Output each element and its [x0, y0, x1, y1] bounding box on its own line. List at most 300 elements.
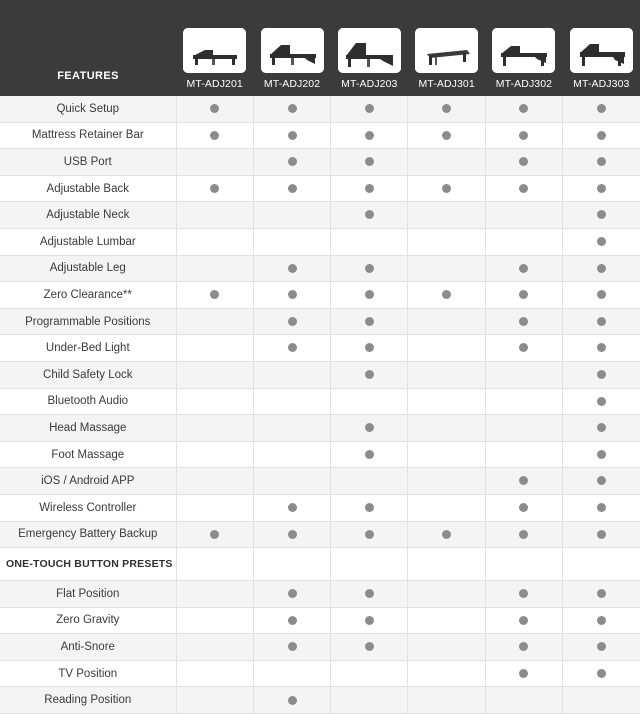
feature-availability-cell: [408, 388, 485, 415]
feature-availability-cell: [176, 660, 253, 687]
feature-availability-cell: [253, 494, 330, 521]
included-dot-icon: [365, 343, 374, 352]
bed-frame-icon: [261, 28, 324, 73]
feature-availability-cell: [408, 687, 485, 714]
not-included-placeholder: [442, 669, 451, 678]
included-dot-icon: [288, 131, 297, 140]
included-dot-icon: [519, 476, 528, 485]
feature-name-cell: iOS / Android APP: [0, 468, 176, 495]
feature-availability-cell: [253, 308, 330, 335]
not-included-placeholder: [210, 370, 219, 379]
not-included-placeholder: [210, 423, 219, 432]
table-row: [0, 228, 640, 255]
table-header: [0, 0, 640, 96]
not-included-placeholder: [519, 450, 528, 459]
feature-availability-cell: [408, 607, 485, 634]
included-dot-icon: [442, 131, 451, 140]
table-row: [0, 308, 640, 335]
feature-availability-cell: [253, 415, 330, 442]
included-dot-icon: [519, 530, 528, 539]
included-dot-icon: [288, 317, 297, 326]
included-dot-icon: [365, 210, 374, 219]
feature-availability-cell: [563, 441, 640, 468]
included-dot-icon: [210, 530, 219, 539]
feature-availability-cell: [485, 202, 562, 229]
feature-availability-cell: [485, 149, 562, 176]
feature-availability-cell: [331, 175, 408, 202]
feature-availability-cell: [331, 581, 408, 608]
not-included-placeholder: [210, 157, 219, 166]
included-dot-icon: [519, 290, 528, 299]
included-dot-icon: [442, 290, 451, 299]
feature-availability-cell: [331, 660, 408, 687]
feature-name-cell: Adjustable Lumbar: [0, 228, 176, 255]
included-dot-icon: [597, 370, 606, 379]
included-dot-icon: [365, 290, 374, 299]
included-dot-icon: [597, 589, 606, 598]
feature-availability-cell: [176, 149, 253, 176]
not-included-placeholder: [365, 669, 374, 678]
not-included-placeholder: [210, 317, 219, 326]
included-dot-icon: [365, 317, 374, 326]
feature-availability-cell: [408, 228, 485, 255]
not-included-placeholder: [519, 237, 528, 246]
included-dot-icon: [365, 131, 374, 140]
included-dot-icon: [288, 104, 297, 113]
model-label: MT-ADJ202: [263, 78, 321, 90]
feature-availability-cell: [408, 468, 485, 495]
not-included-placeholder: [442, 370, 451, 379]
feature-availability-cell: [253, 521, 330, 548]
feature-availability-cell: [253, 202, 330, 229]
feature-availability-cell: [331, 282, 408, 309]
feature-availability-cell: [331, 441, 408, 468]
included-dot-icon: [288, 343, 297, 352]
feature-availability-cell: [485, 361, 562, 388]
feature-availability-cell: [563, 122, 640, 149]
feature-availability-cell: [408, 660, 485, 687]
included-dot-icon: [519, 589, 528, 598]
feature-name-cell: Adjustable Back: [0, 175, 176, 202]
feature-availability-cell: [176, 468, 253, 495]
feature-name-cell: Quick Setup: [0, 96, 176, 122]
feature-availability-cell: [485, 607, 562, 634]
feature-availability-cell: [485, 494, 562, 521]
feature-availability-cell: [485, 468, 562, 495]
feature-availability-cell: [253, 175, 330, 202]
included-dot-icon: [519, 184, 528, 193]
feature-availability-cell: [563, 468, 640, 495]
section-header-row: [0, 548, 640, 581]
not-included-placeholder: [519, 696, 528, 705]
feature-availability-cell: [485, 388, 562, 415]
included-dot-icon: [210, 290, 219, 299]
included-dot-icon: [288, 696, 297, 705]
section-spacer-cell: [485, 548, 562, 581]
not-included-placeholder: [210, 237, 219, 246]
not-included-placeholder: [442, 343, 451, 352]
feature-availability-cell: [563, 175, 640, 202]
model-column-header-3: [331, 0, 408, 96]
not-included-placeholder: [288, 397, 297, 406]
table-row: [0, 687, 640, 714]
table-row: [0, 441, 640, 468]
feature-availability-cell: [253, 634, 330, 661]
included-dot-icon: [597, 530, 606, 539]
feature-availability-cell: [253, 388, 330, 415]
bed-frame-icon: [338, 28, 401, 73]
not-included-placeholder: [442, 264, 451, 273]
section-spacer-cell: [408, 548, 485, 581]
included-dot-icon: [365, 503, 374, 512]
feature-availability-cell: [176, 361, 253, 388]
table-row: [0, 149, 640, 176]
not-included-placeholder: [442, 210, 451, 219]
feature-name-cell: Programmable Positions: [0, 308, 176, 335]
feature-availability-cell: [176, 202, 253, 229]
not-included-placeholder: [288, 370, 297, 379]
included-dot-icon: [519, 642, 528, 651]
feature-availability-cell: [331, 335, 408, 362]
included-dot-icon: [210, 184, 219, 193]
not-included-placeholder: [519, 210, 528, 219]
not-included-placeholder: [210, 264, 219, 273]
section-spacer-cell: [331, 548, 408, 581]
not-included-placeholder: [210, 450, 219, 459]
included-dot-icon: [365, 104, 374, 113]
not-included-placeholder: [210, 696, 219, 705]
feature-name-cell: Emergency Battery Backup: [0, 521, 176, 548]
included-dot-icon: [597, 157, 606, 166]
feature-name-cell: Adjustable Neck: [0, 202, 176, 229]
feature-availability-cell: [253, 607, 330, 634]
included-dot-icon: [210, 104, 219, 113]
included-dot-icon: [597, 397, 606, 406]
not-included-placeholder: [442, 589, 451, 598]
table-row: [0, 175, 640, 202]
table-row: [0, 202, 640, 229]
included-dot-icon: [365, 423, 374, 432]
features-column-header: FEATURES: [0, 0, 176, 96]
table-row: [0, 282, 640, 309]
table-row: [0, 96, 640, 122]
included-dot-icon: [597, 616, 606, 625]
not-included-placeholder: [288, 450, 297, 459]
not-included-placeholder: [210, 503, 219, 512]
bed-frame-icon: [415, 28, 478, 73]
feature-availability-cell: [563, 607, 640, 634]
section-spacer-cell: [563, 548, 640, 581]
feature-availability-cell: [408, 308, 485, 335]
included-dot-icon: [597, 423, 606, 432]
included-dot-icon: [519, 264, 528, 273]
feature-name-cell: Zero Clearance**: [0, 282, 176, 309]
not-included-placeholder: [365, 237, 374, 246]
feature-availability-cell: [408, 255, 485, 282]
feature-availability-cell: [563, 521, 640, 548]
not-included-placeholder: [442, 616, 451, 625]
included-dot-icon: [288, 184, 297, 193]
feature-availability-cell: [176, 415, 253, 442]
model-column-header-2: [253, 0, 330, 96]
not-included-placeholder: [442, 696, 451, 705]
feature-availability-cell: [563, 361, 640, 388]
included-dot-icon: [288, 616, 297, 625]
model-label: MT-ADJ302: [495, 78, 553, 90]
not-included-placeholder: [288, 476, 297, 485]
feature-name-cell: Adjustable Leg: [0, 255, 176, 282]
not-included-placeholder: [210, 210, 219, 219]
included-dot-icon: [597, 450, 606, 459]
not-included-placeholder: [442, 450, 451, 459]
included-dot-icon: [519, 104, 528, 113]
feature-availability-cell: [485, 335, 562, 362]
model-label: MT-ADJ203: [341, 78, 398, 90]
feature-availability-cell: [563, 388, 640, 415]
feature-name-cell: USB Port: [0, 149, 176, 176]
feature-availability-cell: [253, 687, 330, 714]
included-dot-icon: [288, 589, 297, 598]
table-row: [0, 361, 640, 388]
included-dot-icon: [519, 669, 528, 678]
feature-availability-cell: [331, 122, 408, 149]
feature-availability-cell: [176, 388, 253, 415]
not-included-placeholder: [442, 317, 451, 326]
model-column-header-4: [408, 0, 485, 96]
feature-name-cell: Flat Position: [0, 581, 176, 608]
included-dot-icon: [210, 131, 219, 140]
not-included-placeholder: [210, 616, 219, 625]
not-included-placeholder: [442, 476, 451, 485]
model-column-header-6: [563, 0, 640, 96]
feature-availability-cell: [331, 521, 408, 548]
not-included-placeholder: [288, 210, 297, 219]
feature-availability-cell: [485, 687, 562, 714]
not-included-placeholder: [210, 589, 219, 598]
feature-availability-cell: [563, 149, 640, 176]
feature-availability-cell: [253, 581, 330, 608]
included-dot-icon: [365, 450, 374, 459]
table-row: [0, 660, 640, 687]
feature-availability-cell: [485, 282, 562, 309]
feature-availability-cell: [485, 255, 562, 282]
feature-availability-cell: [331, 202, 408, 229]
included-dot-icon: [288, 157, 297, 166]
table-row: [0, 581, 640, 608]
included-dot-icon: [597, 131, 606, 140]
feature-availability-cell: [253, 468, 330, 495]
included-dot-icon: [597, 210, 606, 219]
feature-availability-cell: [485, 660, 562, 687]
included-dot-icon: [288, 642, 297, 651]
included-dot-icon: [519, 343, 528, 352]
not-included-placeholder: [519, 370, 528, 379]
not-included-placeholder: [519, 397, 528, 406]
not-included-placeholder: [519, 423, 528, 432]
table-row: [0, 415, 640, 442]
feature-availability-cell: [485, 581, 562, 608]
included-dot-icon: [288, 530, 297, 539]
feature-availability-cell: [176, 441, 253, 468]
feature-availability-cell: [408, 122, 485, 149]
feature-availability-cell: [485, 521, 562, 548]
section-title: ONE-TOUCH BUTTON PRESETS: [0, 548, 176, 581]
feature-name-cell: Child Safety Lock: [0, 361, 176, 388]
feature-availability-cell: [485, 415, 562, 442]
feature-availability-cell: [563, 202, 640, 229]
feature-availability-cell: [176, 228, 253, 255]
feature-name-cell: Zero Gravity: [0, 607, 176, 634]
feature-availability-cell: [408, 149, 485, 176]
feature-availability-cell: [253, 228, 330, 255]
feature-availability-cell: [176, 255, 253, 282]
feature-availability-cell: [485, 441, 562, 468]
feature-availability-cell: [408, 415, 485, 442]
feature-availability-cell: [485, 96, 562, 122]
included-dot-icon: [597, 237, 606, 246]
included-dot-icon: [597, 503, 606, 512]
feature-availability-cell: [176, 494, 253, 521]
feature-availability-cell: [331, 308, 408, 335]
not-included-placeholder: [442, 237, 451, 246]
feature-availability-cell: [485, 175, 562, 202]
feature-availability-cell: [176, 308, 253, 335]
feature-availability-cell: [331, 149, 408, 176]
included-dot-icon: [365, 589, 374, 598]
feature-availability-cell: [408, 202, 485, 229]
feature-availability-cell: [176, 96, 253, 122]
included-dot-icon: [597, 476, 606, 485]
feature-name-cell: TV Position: [0, 660, 176, 687]
not-included-placeholder: [597, 696, 606, 705]
table-row: [0, 468, 640, 495]
not-included-placeholder: [288, 669, 297, 678]
table-row: [0, 122, 640, 149]
not-included-placeholder: [210, 343, 219, 352]
feature-availability-cell: [331, 607, 408, 634]
feature-availability-cell: [408, 634, 485, 661]
feature-name-cell: Bluetooth Audio: [0, 388, 176, 415]
feature-availability-cell: [563, 687, 640, 714]
feature-availability-cell: [408, 494, 485, 521]
not-included-placeholder: [365, 696, 374, 705]
feature-availability-cell: [176, 335, 253, 362]
feature-availability-cell: [485, 308, 562, 335]
feature-name-cell: Foot Massage: [0, 441, 176, 468]
not-included-placeholder: [288, 237, 297, 246]
not-included-placeholder: [442, 642, 451, 651]
feature-availability-cell: [485, 122, 562, 149]
feature-availability-cell: [563, 228, 640, 255]
feature-availability-cell: [331, 96, 408, 122]
not-included-placeholder: [442, 503, 451, 512]
included-dot-icon: [597, 317, 606, 326]
not-included-placeholder: [210, 397, 219, 406]
included-dot-icon: [519, 157, 528, 166]
not-included-placeholder: [288, 423, 297, 432]
feature-availability-cell: [253, 149, 330, 176]
not-included-placeholder: [365, 397, 374, 406]
table-row: [0, 494, 640, 521]
table-body: [0, 96, 640, 714]
table-row: [0, 255, 640, 282]
feature-availability-cell: [176, 282, 253, 309]
included-dot-icon: [597, 642, 606, 651]
feature-name-cell: Mattress Retainer Bar: [0, 122, 176, 149]
feature-availability-cell: [563, 415, 640, 442]
included-dot-icon: [597, 343, 606, 352]
feature-availability-cell: [253, 335, 330, 362]
feature-availability-cell: [563, 282, 640, 309]
bed-frame-icon: [570, 28, 633, 73]
feature-availability-cell: [331, 361, 408, 388]
feature-availability-cell: [176, 175, 253, 202]
feature-availability-cell: [176, 634, 253, 661]
feature-availability-cell: [563, 308, 640, 335]
feature-availability-cell: [563, 335, 640, 362]
included-dot-icon: [365, 530, 374, 539]
feature-name-cell: Reading Position: [0, 687, 176, 714]
section-spacer-cell: [253, 548, 330, 581]
feature-availability-cell: [331, 634, 408, 661]
table-row: [0, 607, 640, 634]
bed-frame-icon: [183, 28, 246, 73]
not-included-placeholder: [210, 642, 219, 651]
included-dot-icon: [288, 503, 297, 512]
header-row: [0, 0, 640, 96]
feature-availability-cell: [331, 388, 408, 415]
feature-availability-cell: [176, 521, 253, 548]
feature-availability-cell: [176, 687, 253, 714]
feature-availability-cell: [253, 282, 330, 309]
feature-availability-cell: [563, 660, 640, 687]
not-included-placeholder: [442, 423, 451, 432]
feature-availability-cell: [408, 282, 485, 309]
included-dot-icon: [519, 317, 528, 326]
included-dot-icon: [597, 184, 606, 193]
table-row: [0, 335, 640, 362]
included-dot-icon: [519, 131, 528, 140]
included-dot-icon: [365, 184, 374, 193]
feature-availability-cell: [563, 634, 640, 661]
not-included-placeholder: [210, 476, 219, 485]
included-dot-icon: [365, 370, 374, 379]
included-dot-icon: [442, 104, 451, 113]
model-column-header-1: [176, 0, 253, 96]
feature-availability-cell: [253, 660, 330, 687]
feature-availability-cell: [485, 634, 562, 661]
feature-availability-cell: [253, 255, 330, 282]
feature-availability-cell: [563, 494, 640, 521]
included-dot-icon: [597, 290, 606, 299]
feature-availability-cell: [331, 494, 408, 521]
included-dot-icon: [597, 104, 606, 113]
included-dot-icon: [365, 616, 374, 625]
table-row: [0, 634, 640, 661]
included-dot-icon: [597, 669, 606, 678]
feature-availability-cell: [563, 581, 640, 608]
feature-availability-cell: [176, 581, 253, 608]
feature-availability-cell: [176, 122, 253, 149]
feature-availability-cell: [253, 441, 330, 468]
included-dot-icon: [597, 264, 606, 273]
feature-availability-cell: [563, 255, 640, 282]
included-dot-icon: [288, 264, 297, 273]
feature-availability-cell: [485, 228, 562, 255]
model-column-header-5: [485, 0, 562, 96]
feature-availability-cell: [176, 607, 253, 634]
feature-availability-cell: [408, 96, 485, 122]
